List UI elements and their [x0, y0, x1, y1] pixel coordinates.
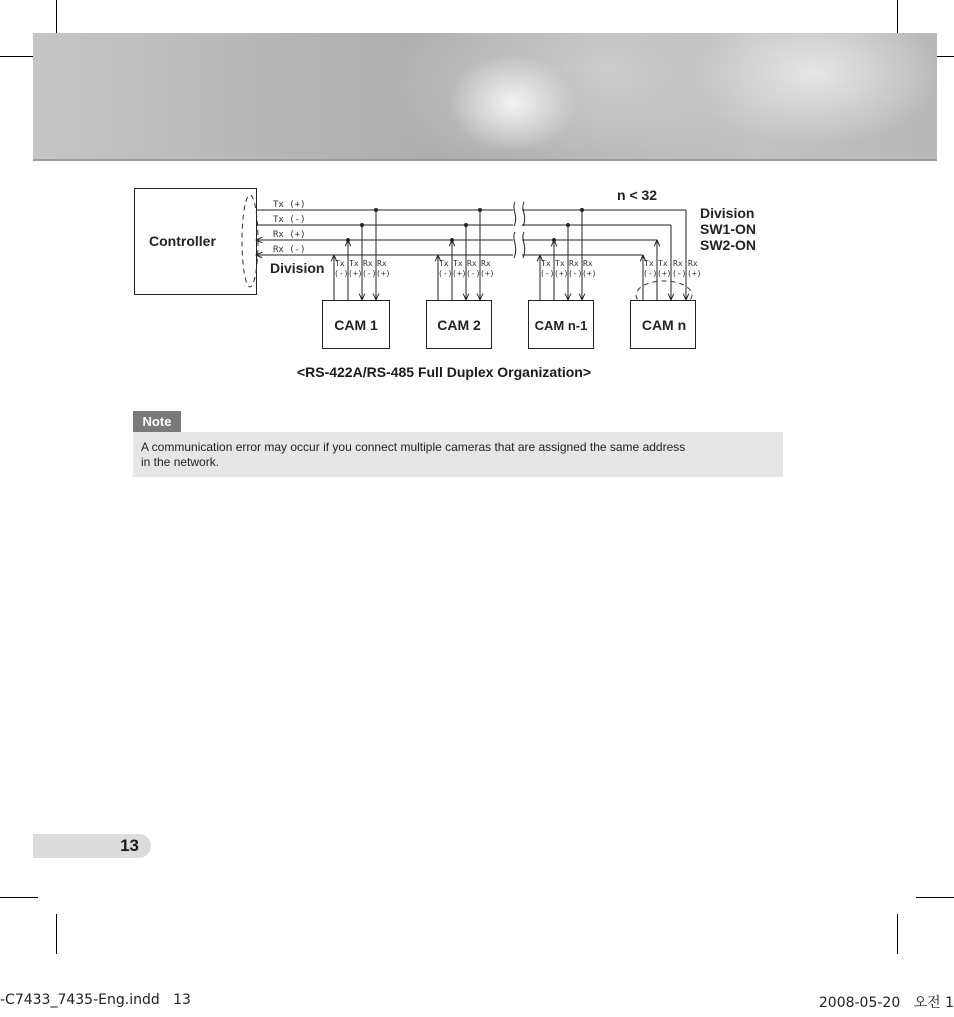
terminal-label: (-)	[568, 269, 583, 278]
terminal-label: (+)	[687, 269, 702, 278]
page-number-pill	[33, 834, 151, 858]
cam-label: CAM n-1	[534, 318, 588, 333]
crop-mark	[56, 914, 57, 954]
terminal-label: (-)	[334, 269, 349, 278]
terminal-label: Tx	[439, 259, 449, 268]
note-text-line: in the network.	[141, 455, 220, 469]
diagram-caption: <RS-422A/RS-485 Full Duplex Organization>	[296, 364, 592, 380]
terminal-label: Rx	[481, 259, 491, 268]
terminal-label: (-)	[672, 269, 687, 278]
crop-mark	[0, 897, 38, 898]
bus-label: Rx (+)	[273, 230, 306, 240]
wiring-diagram	[0, 0, 954, 400]
terminal-label: (+)	[657, 269, 672, 278]
terminal-label: Rx	[467, 259, 477, 268]
slug-right: 2008-05-20 오전 1	[818, 995, 954, 1011]
terminal-label: Tx	[453, 259, 463, 268]
terminal-label: (+)	[480, 269, 495, 278]
note-tab: Note	[133, 411, 181, 432]
cam-label: CAM 2	[437, 317, 481, 333]
terminal-label: Tx	[335, 259, 345, 268]
note-box	[133, 432, 783, 477]
page-number: 13	[120, 836, 139, 855]
terminal-label: (-)	[643, 269, 658, 278]
terminal-label: (-)	[466, 269, 481, 278]
division-right-sw1: SW1-ON	[700, 221, 756, 237]
division-right-sw2: SW2-ON	[700, 237, 756, 253]
cam-label: CAM 1	[334, 317, 378, 333]
terminal-label: Rx	[363, 259, 373, 268]
cam-label: CAM n	[641, 317, 687, 333]
division-right-title: Division	[700, 205, 755, 221]
controller-label: Controller	[149, 233, 216, 249]
line-break-mark	[514, 202, 525, 258]
terminal-label: (+)	[348, 269, 363, 278]
terminal-label: Rx	[377, 259, 387, 268]
note-text-line: A communication error may occur if you connect multiple cameras that are assigned the same address	[141, 440, 686, 454]
terminal-label: Tx	[658, 259, 668, 268]
terminal-label: Rx	[673, 259, 683, 268]
terminal-label: (+)	[452, 269, 467, 278]
crop-mark	[916, 897, 954, 898]
slug-left: -C7433_7435-Eng.indd 13	[0, 992, 191, 1008]
n-limit-label: n < 32	[617, 187, 658, 203]
terminal-label: Tx	[541, 259, 551, 268]
terminal-label: (-)	[438, 269, 453, 278]
bus-label: Tx (+)	[273, 200, 306, 210]
crop-mark	[897, 914, 898, 954]
terminal-label: (+)	[582, 269, 597, 278]
terminal-label: (-)	[540, 269, 555, 278]
division-left-label: Division	[270, 260, 325, 276]
terminal-label: Tx	[555, 259, 565, 268]
terminal-label: Rx	[569, 259, 579, 268]
terminal-label: (-)	[362, 269, 377, 278]
bus-label: Tx (-)	[273, 215, 306, 225]
terminal-label: (+)	[376, 269, 391, 278]
terminal-label: Tx	[644, 259, 654, 268]
terminal-label: Rx	[688, 259, 698, 268]
bus-label: Rx (-)	[273, 245, 306, 255]
terminal-label: Tx	[349, 259, 359, 268]
terminal-label: Rx	[583, 259, 593, 268]
terminal-label: (+)	[554, 269, 569, 278]
